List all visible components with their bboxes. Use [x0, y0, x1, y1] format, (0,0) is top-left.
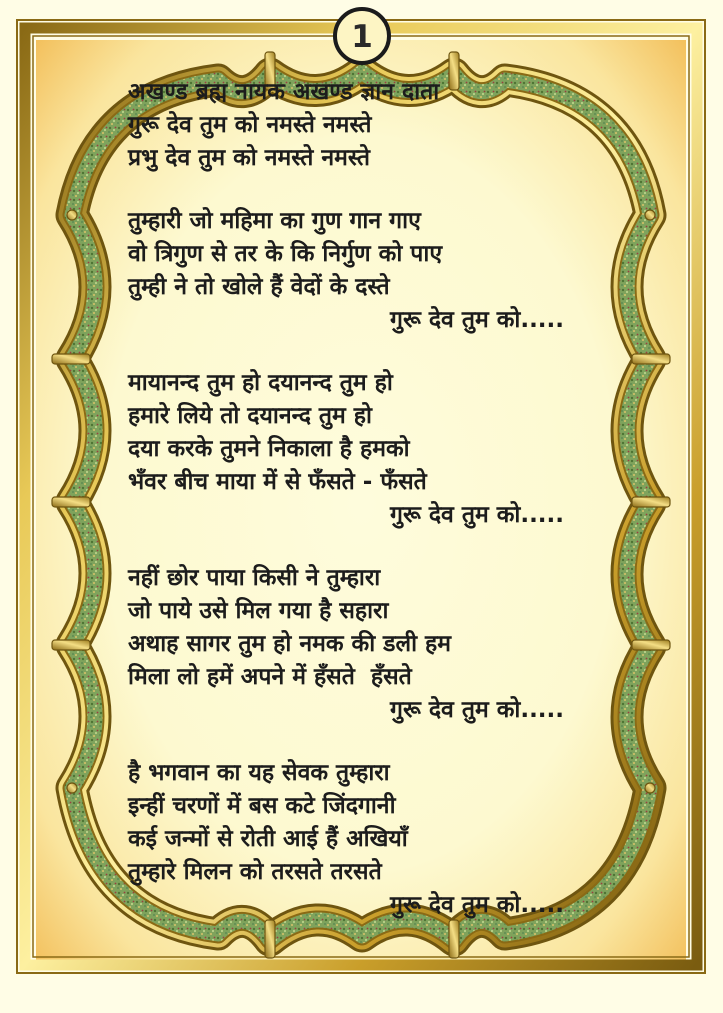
stanza	[128, 562, 608, 727]
poem-line: नहीं छोर पाया किसी ने तुम्हारा	[128, 565, 381, 591]
stanza	[128, 367, 608, 532]
poem-text	[128, 76, 608, 952]
stanza	[128, 76, 608, 175]
poem-line: मिला लो हमें अपने में हँसते हँसते	[128, 664, 412, 690]
poem-line: जो पाये उसे मिल गया है सहारा	[128, 598, 389, 624]
stanza	[128, 757, 608, 922]
poem-line: अखण्ड ब्रह्म नायक अखण्ड ज्ञान दाता	[128, 79, 440, 105]
poem-line: तुम्हारी जो महिमा का गुण गान गाए	[128, 208, 421, 234]
poem-line: है भगवान का यह सेवक तुम्हारा	[128, 760, 390, 786]
refrain-line: गुरू देव तुम को.....	[390, 307, 565, 333]
poem-line: इन्हीं चरणों में बस कटे जिंदगानी	[128, 793, 396, 819]
poem-line: दया करके तुमने निकाला है हमको	[128, 436, 410, 462]
poem-line: भँवर बीच माया में से फँसते - फँसते	[128, 469, 427, 495]
poem-line: हमारे लिये तो दयानन्द तुम हो	[128, 403, 372, 429]
poem-line: अथाह सागर तुम हो नमक की डली हम	[128, 631, 452, 657]
poem-line: गुरू देव तुम को नमस्ते नमस्ते	[128, 112, 372, 138]
page-number-badge	[335, 9, 389, 63]
poem-line: मायानन्द तुम हो दयानन्द तुम हो	[128, 370, 393, 396]
poem-line: कई जन्मों से रोती आई हैं अखियाँ	[128, 826, 408, 852]
refrain-line: गुरू देव तुम को.....	[390, 892, 565, 918]
stanza	[128, 205, 608, 337]
refrain-line: गुरू देव तुम को.....	[390, 502, 565, 528]
refrain-line: गुरू देव तुम को.....	[390, 697, 565, 723]
page-number: 1	[351, 19, 373, 55]
poem-line: तुम्हारे मिलन को तरसते तरसते	[128, 859, 382, 885]
poem-line: तुम्ही ने तो खोले हैं वेदों के दस्ते	[128, 274, 390, 300]
poem-line: वो त्रिगुण से तर के कि निर्गुण को पाए	[128, 241, 443, 267]
poem-line: प्रभु देव तुम को नमस्ते नमस्ते	[128, 145, 370, 171]
